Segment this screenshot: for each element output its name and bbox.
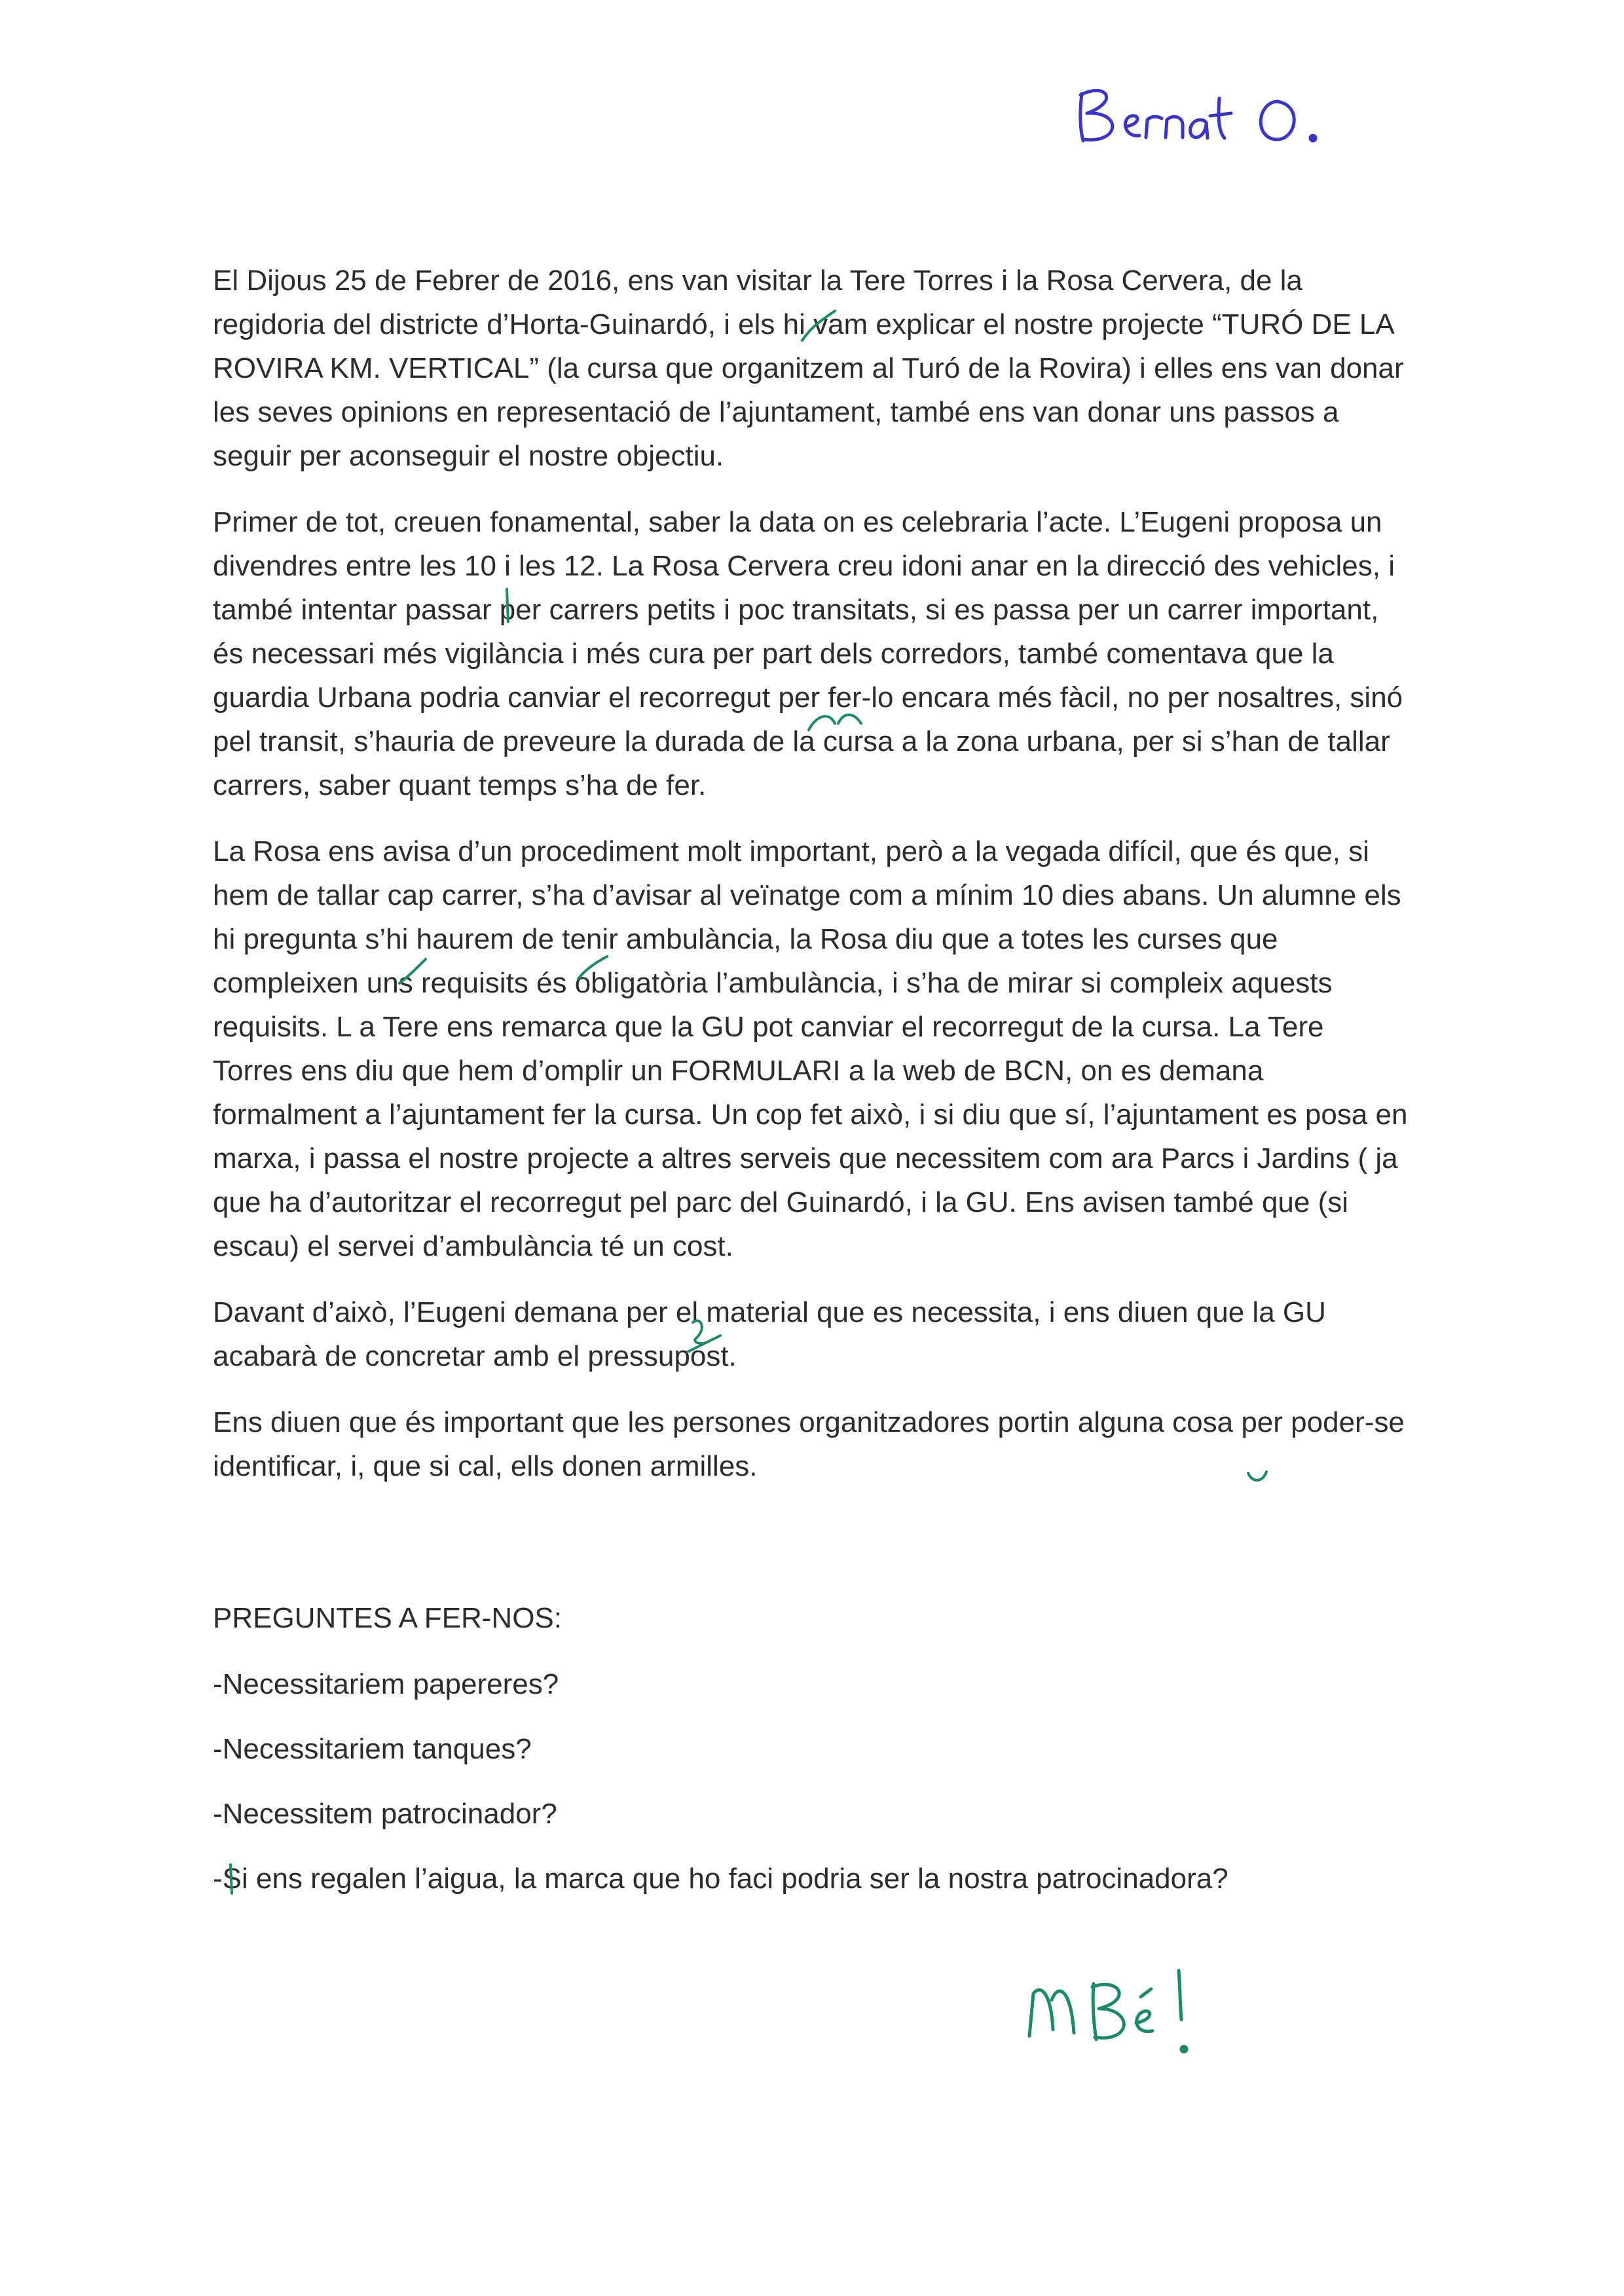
- correction-strike-mark: [393, 956, 432, 989]
- paragraph-material: Davant d’això, l’Eugeni demana per el material que es necessita, i ens diuen que la GU acabarà de concretar amb el pressupost.: [213, 1296, 1326, 1372]
- questions-heading: PREGUNTES A FER-NOS:: [213, 1602, 562, 1634]
- correction-insert-mark: [1244, 1467, 1270, 1486]
- question-item: -Si ens regalen l’aigua, la marca que ho faci podria ser la nostra patrocinadora?: [213, 1863, 1228, 1895]
- author-signature: [1067, 75, 1356, 154]
- correction-insert-mark: [681, 1316, 727, 1355]
- correction-strike-mark: [796, 308, 841, 347]
- document-body: [213, 259, 1411, 1922]
- question-item: -Necessitariem papereres?: [213, 1668, 559, 1700]
- correction-insert-mark: [498, 586, 517, 625]
- correction-insert-mark: [221, 1859, 241, 1899]
- grade-note: [1022, 1958, 1225, 2062]
- paragraph-procedure: La Rosa ens avisa d’un procediment molt important, però a la vegada difícil, que és que, si hem de tallar cap carrer, s’ha d’avisar al veïnatge com a mínim 10 dies abans. Un alumne els hi pregunta s’hi haurem de tenir ambulància, la Rosa diu que a totes les curses que compleixen uns requisits és obligatòria l’ambulància, i s’ha de mirar si compleix aquests requisits. L a Tere ens remarca que la GU pot canviar el recorregut de la cursa. La Tere Torres ens diu que hem d’omplir un FORMULARI a la web de BCN, on es demana formalment a l’ajuntament fer la cursa. Un cop fet això, i si diu que sí, l’ajuntament es posa en marxa, i passa el nostre projecte a altres serveis que necessitem com ara Parcs i Jardins ( ja que ha d’autoritzar el recorregut pel parc del Guinardó, i la GU. Ens avisen també que (si escau) el servei d’ambulància té un cost.: [213, 835, 1408, 1262]
- question-item: -Necessitariem tanques?: [213, 1733, 532, 1765]
- paragraph-visit-summary: El Dijous 25 de Febrer de 2016, ens van visitar la Tere Torres i la Rosa Cervera, de la regidoria del districte d’Horta-Guinardó, i els hi vam explicar el nostre projecte “TURÓ DE LA ROVIRA KM. VERTICAL” (la cursa que organitzem al Turó de la Rovira) i elles ens van donar les seves opinions en representació de l’ajuntament, també ens van donar uns passos a seguir per aconseguir el nostre objectiu.: [213, 264, 1404, 472]
- question-item: -Necessitem patrocinador?: [213, 1798, 557, 1830]
- signature-handwriting: [1067, 75, 1356, 154]
- correction-strike-mark: [573, 953, 612, 985]
- correction-note-mark: [802, 704, 868, 743]
- grade-handwriting: [1022, 1958, 1225, 2062]
- paragraph-race-date-route: Primer de tot, creuen fonamental, saber la data on es celebraria l’acte. L’Eugeni proposa un divendres entre les 10 i les 12. La Rosa Cervera creu idoni anar en la direcció des vehicles, i també intentar passar per carrers petits i poc transitats, si es passa per un carrer important, és necessari més vigilància i més cura per part dels corredors, també comentava que la guardia Urbana podria canviar el recorregut per fer-lo encara més fàcil, no per nosaltres, sinó pel transit, s’hauria de preveure la durada de la cursa a la zona urbana, per si s’han de tallar carrers, saber quant temps s’ha de fer.: [213, 506, 1403, 801]
- paragraph-identification: Ens diuen que és important que les persones organitzadores portin alguna cosa per poder-se identificar, i, que si cal, ells donen armilles.: [213, 1406, 1405, 1482]
